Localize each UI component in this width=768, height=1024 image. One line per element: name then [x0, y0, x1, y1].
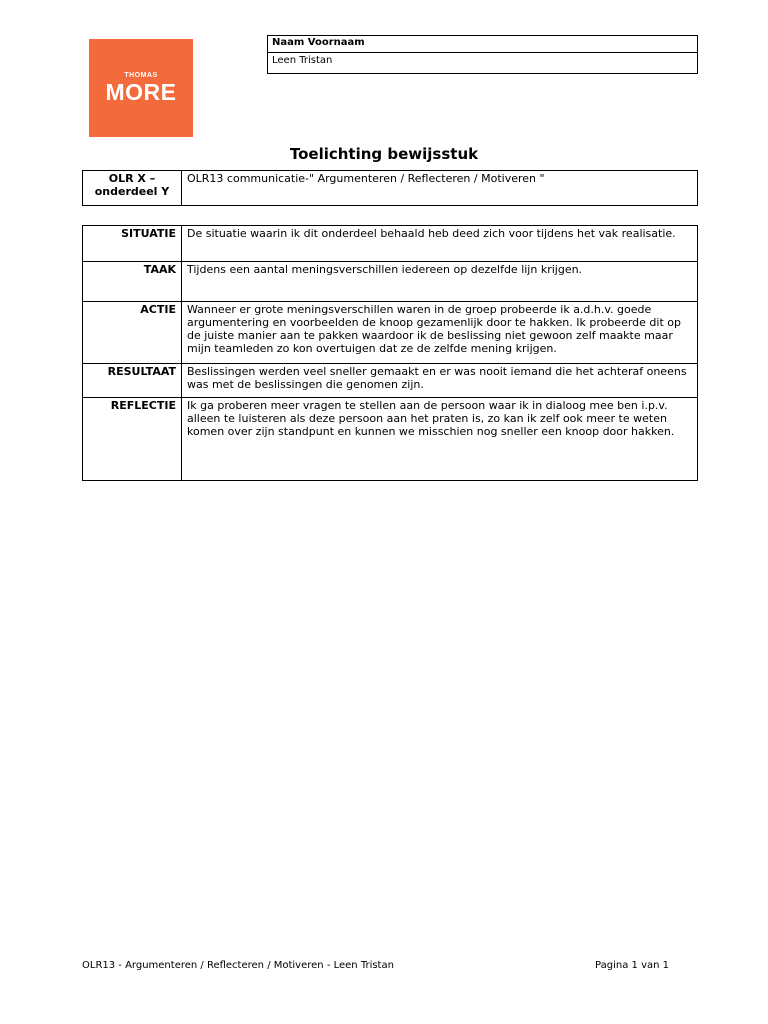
reflectie-label: REFLECTIE: [83, 398, 182, 481]
actie-label: ACTIE: [83, 302, 182, 364]
table-row: [83, 262, 698, 302]
name-box: [267, 35, 698, 74]
logo-line-2: MORE: [105, 79, 177, 105]
name-value: Leen Tristan: [272, 55, 333, 66]
olr-table: [82, 170, 698, 206]
logo-line-1: THOMAS: [124, 72, 158, 79]
table-row: [83, 398, 698, 481]
taak-label: TAAK: [83, 262, 182, 302]
page-title: Toelichting bewijsstuk: [289, 145, 479, 163]
star-table: [82, 225, 698, 481]
resultaat-label: RESULTAAT: [83, 364, 182, 398]
actie-text: Wanneer er grote meningsverschillen waren in de groep probeerde ik a.d.h.v. goede argumentering en voorbeelden de knoop gezamenlijk door te hakken. Ik probeerde dit op de juiste manier aan te pakken waardoor ik de beslissing niet gewoon zelf maakte maar mijn teamleden zo kon overtuigen dat ze de zelfde mening krijgen.: [182, 302, 698, 364]
table-row: [83, 364, 698, 398]
resultaat-text: Beslissingen werden veel sneller gemaakt en er was nooit iemand die het achteraf oneens was met de beslissingen die genomen zijn.: [182, 364, 698, 398]
olr-label: OLR X – onderdeel Y: [83, 171, 182, 206]
thomas-more-logo: [89, 39, 193, 137]
taak-text: Tijdens een aantal meningsverschillen iedereen op dezelfde lijn krijgen.: [182, 262, 698, 302]
page-number: Pagina 1 van 1: [595, 960, 669, 971]
situatie-label: SITUATIE: [83, 226, 182, 262]
footer-left: OLR13 - Argumenteren / Reflecteren / Motiveren - Leen Tristan: [82, 960, 394, 971]
reflectie-text: Ik ga proberen meer vragen te stellen aan de persoon waar ik in dialoog mee ben i.p.v. alleen te luisteren als deze persoon aan het praten is, zo kan ik zelf ook meer te weten komen over zijn standpunt en kunnen we misschien nog sneller een knoop door hakken.: [182, 398, 698, 481]
situatie-text: De situatie waarin ik dit onderdeel behaald heb deed zich voor tijdens het vak realisatie.: [182, 226, 698, 262]
olr-value: OLR13 communicatie-" Argumenteren / Reflecteren / Motiveren ": [182, 171, 698, 206]
table-row: [83, 302, 698, 364]
table-row: [83, 226, 698, 262]
name-label: Naam Voornaam: [268, 36, 697, 53]
